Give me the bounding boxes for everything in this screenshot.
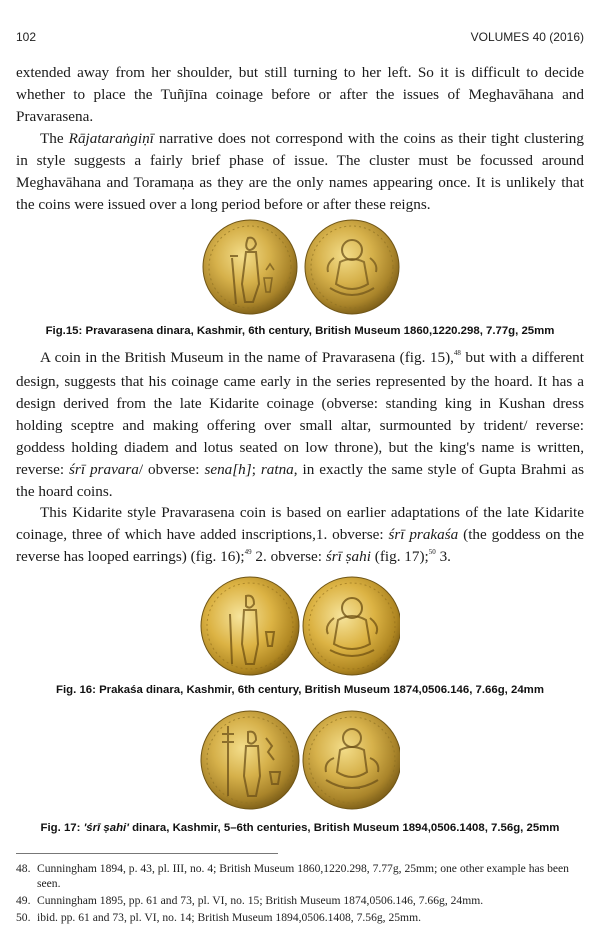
footnote-ref-48[interactable]: 48: [453, 349, 461, 357]
fig16-coin-image: [200, 574, 400, 678]
fig16-reverse-coin: [303, 577, 400, 675]
fig16-caption: Fig. 16: Prakaśa dinara, Kashmir, 6th century, British Museum 1874,0506.146, 7.66g, 24mm: [56, 684, 544, 696]
fig17-caption-italic: 'śrī ṣahi': [83, 822, 129, 834]
fig17-obverse-coin: [201, 711, 299, 809]
footnote-ref-49[interactable]: 49: [244, 548, 252, 556]
page-number: 102: [16, 30, 37, 44]
fig17-coin-image: [200, 708, 400, 812]
footnote-49: 49. Cunningham 1895, pp. 61 and 73, pl. VI, no. 15; British Museum 1874,0506.146, 7.66g, 24mm.: [16, 894, 484, 907]
paragraph-kidarite-style: This Kidarite style Pravarasena coin is based on earlier adaptations of the late Kidarite coinage, three of which have added inscriptions,1. obverse: śrī prakaśa (the goddess on the reverse has looped earrings) (fig. 16);$^{49}$ 2. obverse: śrī ṣahi (fig. 17);$^{50}$ 3.: [16, 504, 584, 565]
journal-volume: VOLUMES 40 (2016): [470, 30, 584, 44]
paragraph-pravarasena-coin: A coin in the British Museum in the name of Pravarasena (fig. 15),$^{48}$ but with a different design, suggests that his coinage came early in the series represented by the hoard. It has a design derived from the late Kidarite coinage (obverse: standing king in Kushan dress holding sceptre and making offering over small altar, surmounted by trident/ reverse: goddess holding diadem and lotus seated on low throne), but the king's name is written, reverse: śrī pravara/ obverse: sena[h]; ratna, in exactly the same style of Gupta Brahmi as the hoard coins.: [16, 349, 584, 500]
footnote-48: 48. Cunningham 1894, p. 43, pl. III, no. 4; British Museum 1860,1220.298, 7.77g, 25mm; one other example has been seen.: [16, 862, 569, 890]
footnote-divider: [16, 853, 278, 854]
fig15-obverse-coin: [203, 220, 297, 314]
running-header: [16, 30, 584, 46]
fig17-reverse-coin: [303, 711, 400, 809]
fig15-coin-image: [200, 218, 400, 316]
fig17-caption: Fig. 17: 'śrī ṣahi' dinara, Kashmir, 5–6th centuries, British Museum 1894,0506.1408, 7.56g, 25mm: [40, 822, 560, 834]
italic-title: Rājataraṅgiṇī: [68, 130, 154, 147]
footnote-ref-50[interactable]: 50: [428, 548, 436, 556]
paragraph-rajatarangini: The Rājataraṅgiṇī narrative does not correspond with the coins as their tight clustering in style suggests a fairly brief phase of issue. The cluster must be focussed around Meghavāhana and Toramaṇa as they are the only names appearing once. It is unlikely that the coins were issued over a long period before or after these reigns.: [16, 130, 584, 213]
fig15-reverse-coin: [305, 220, 399, 314]
footnote-50: 50. ibid. pp. 61 and 73, pl. VI, no. 14; British Museum 1894,0506.1408, 7.56g, 25mm.: [16, 911, 421, 924]
fig16-obverse-coin: [201, 577, 299, 675]
fig15-caption: Fig.15: Pravarasena dinara, Kashmir, 6th century, British Museum 1860,1220.298, 7.77g, 25mm: [45, 325, 555, 337]
paragraph-continued: extended away from her shoulder, but still turning to her left. So it is difficult to decide whether to place the Tuñjīna coinage before or after the issues of Meghavāhana and Pravarasena.: [16, 64, 584, 125]
